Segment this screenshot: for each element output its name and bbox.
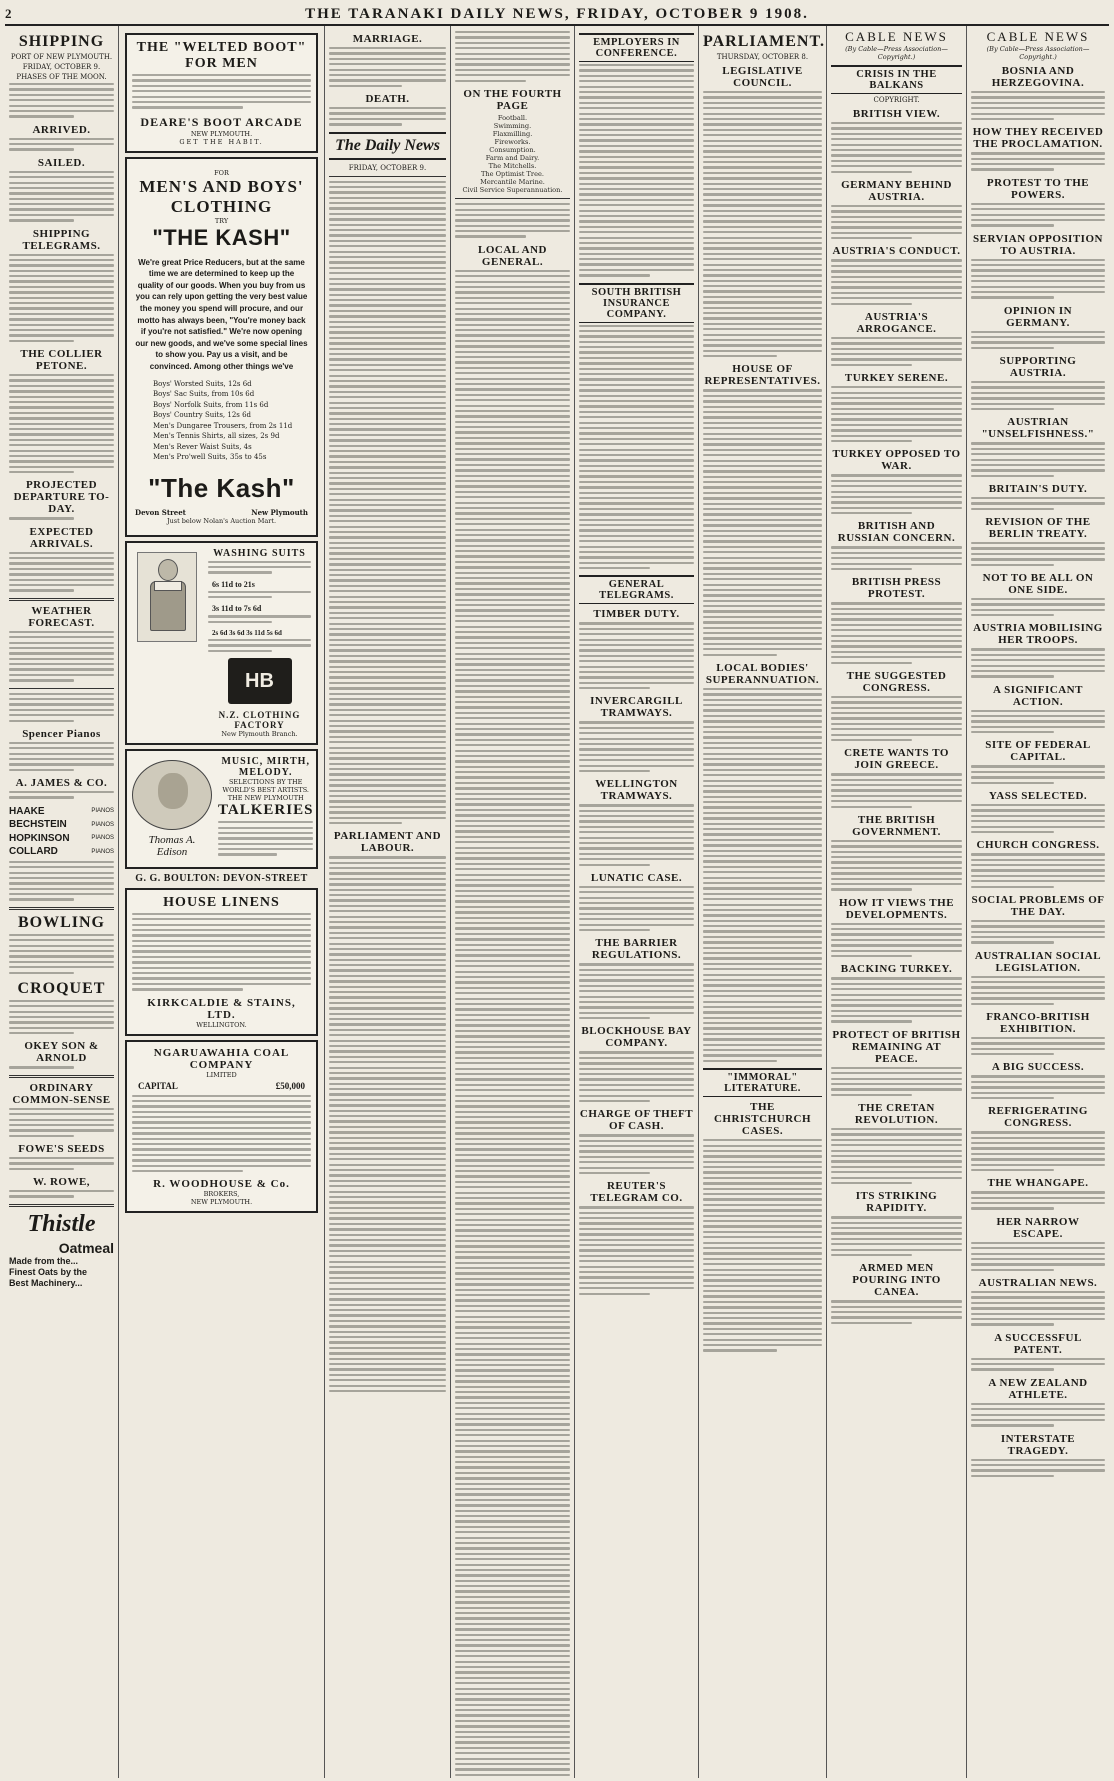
- cable-section-heading: TURKEY SERENE.: [844, 372, 949, 385]
- columns: [5, 26, 1109, 1778]
- cable-section-heading: BRITAIN'S DUTY.: [988, 482, 1088, 495]
- reuters-heading: REUTER'S TELEGRAM CO.: [590, 1180, 683, 1205]
- column-telegrams: [575, 26, 699, 1778]
- cable-section-heading: AUSTRIA'S CONDUCT.: [832, 245, 961, 258]
- cable-section-heading: SOCIAL PROBLEMS OF THE DAY.: [971, 893, 1105, 918]
- copyright-line: COPYRIGHT.: [873, 96, 920, 104]
- cable-section-heading: AUSTRIAN "UNSELFISHNESS.": [981, 416, 1095, 441]
- south-british-heading: SOUTH BRITISH INSURANCE COMPANY.: [579, 283, 694, 323]
- cable-section-heading: BOSNIA AND HERZEGOVINA.: [991, 65, 1085, 89]
- cable-sections: [971, 65, 1105, 1477]
- parliament-labour-heading: PARLIAMENT AND LABOUR.: [333, 830, 442, 855]
- agent-name: A. JAMES & CO.: [15, 777, 108, 790]
- cable-section-heading: HER NARROW ESCAPE.: [996, 1215, 1080, 1240]
- crisis-heading: CRISIS IN THE BALKANS: [831, 65, 962, 94]
- parliament-labour-body: [329, 856, 446, 1392]
- talkeries-ad: Thomas A. Edison MUSIC, MIRTH, MELODY. SELECTIONS BY THE WORLD'S BEST ARTISTS. THE NEW PLYMOUTH TALKERIES: [125, 749, 318, 869]
- washing-suits-ad: WASHING SUITS 6s 11d to 21s 3s 11d to 7s 6d 2s 6d 3s 6d 3s 11d 5s 6d HB N.Z. CLOTHING FACTORY New Plymouth Branch.: [125, 541, 318, 746]
- welted-boot-ad: THE "WELTED BOOT" FOR MEN DEARE'S BOOT ARCADE NEW PLYMOUTH. GET THE HABIT.: [125, 33, 318, 153]
- masthead: [5, 4, 1109, 26]
- cable-section-heading: NOT TO BE ALL ON ONE SIDE.: [982, 571, 1094, 596]
- column-parliament: [699, 26, 827, 1778]
- cable-section-heading: TURKEY OPPOSED TO WAR.: [832, 448, 961, 473]
- legislative-heading: LEGISLATIVE COUNCIL.: [722, 65, 803, 89]
- oatmeal-tagline: Made from the... Finest Oats by the Best Machinery...: [9, 1255, 88, 1289]
- day-line: FRIDAY, OCTOBER 9.: [22, 63, 101, 71]
- cable-section-heading: THE BRITISH GOVERNMENT.: [852, 813, 941, 838]
- timber-heading: TIMBER DUTY.: [593, 608, 680, 621]
- cable-section-heading: OPINION IN GERMANY.: [1003, 304, 1073, 329]
- arrived-heading: ARRIVED.: [32, 123, 91, 136]
- daily-news-banner: The Daily News: [329, 132, 446, 160]
- cable-section-heading: REFRIGERATING CONGRESS.: [988, 1105, 1088, 1130]
- column-local: [451, 26, 575, 1778]
- fowe-heading: FOWE'S SEEDS: [18, 1142, 105, 1155]
- house-heading: HOUSE OF REPRESENTATIVES.: [704, 363, 821, 388]
- editorial-date: FRIDAY, OCTOBER 9.: [348, 163, 427, 172]
- cable-subtitle: (By Cable—Press Association—Copyright.): [986, 45, 1090, 61]
- cable-section-heading: BRITISH AND RUSSIAN CONCERN.: [837, 520, 956, 545]
- christchurch-heading: THE CHRISTCHURCH CASES.: [713, 1101, 812, 1138]
- cable-section-heading: YASS SELECTED.: [988, 789, 1088, 802]
- editorial-body: [329, 181, 446, 825]
- cable-section-heading: REVISION OF THE BERLIN TREATY.: [985, 516, 1091, 541]
- shipping-heading: SHIPPING: [18, 33, 105, 50]
- cable-section-heading: A NEW ZEALAND ATHLETE.: [988, 1376, 1088, 1401]
- hb-logo: HB: [228, 658, 292, 704]
- house-linens-ad: HOUSE LINENS KIRKCALDIE & STAINS, LTD. WELLINGTON.: [125, 888, 318, 1036]
- blockhouse-heading: BLOCKHOUSE BAY COMPANY.: [581, 1025, 692, 1050]
- column-cable-news-2: [967, 26, 1109, 1778]
- parliament-heading: PARLIAMENT.: [703, 33, 825, 50]
- wellington-heading: WELLINGTON TRAMWAYS.: [595, 778, 678, 803]
- cable-section-heading: AUSTRIA'S ARROGANCE.: [856, 310, 937, 335]
- rowe-name: W. ROWE,: [32, 1176, 91, 1189]
- lunatic-heading: LUNATIC CASE.: [590, 871, 683, 884]
- cable-section-heading: CHURCH CONGRESS.: [976, 839, 1100, 852]
- moon-heading: PHASES OF THE MOON.: [16, 73, 107, 81]
- coal-company-ad: NGARUAWAHIA COAL COMPANY LIMITED CAPITAL £50,000 R. WOODHOUSE & Co. BROKERS, NEW PLYMOUTH.: [125, 1040, 318, 1214]
- cable-section-heading: A SUCCESSFUL PATENT.: [994, 1331, 1082, 1356]
- cable-section-heading: AUSTRALIAN SOCIAL LEGISLATION.: [974, 949, 1102, 974]
- cable-section-heading: THE WHANGAPE.: [987, 1177, 1089, 1190]
- croquet-heading: CROQUET: [17, 979, 106, 997]
- local-general-heading: LOCAL AND GENERAL.: [478, 243, 547, 268]
- boy-illustration: [137, 552, 197, 642]
- edison-signature: Thomas A. Edison: [148, 834, 196, 859]
- cable-section-heading: HOW THEY RECEIVED THE PROCLAMATION.: [972, 126, 1104, 151]
- departure-heading: PROJECTED DEPARTURE TO-DAY.: [13, 479, 110, 516]
- cable-news-title: CABLE NEWS: [845, 29, 948, 44]
- cable-section-heading: FRANCO-BRITISH EXHIBITION.: [986, 1010, 1090, 1035]
- column-cable-news-1: [827, 26, 967, 1778]
- newspaper-title: THE TARANAKI DAILY NEWS, FRIDAY, OCTOBER 9 1908.: [305, 5, 809, 22]
- general-telegrams-heading: GENERAL TELEGRAMS.: [579, 575, 694, 604]
- sailed-heading: SAILED.: [37, 156, 86, 169]
- oatmeal-label: Oatmeal: [58, 1239, 114, 1256]
- cable-section-heading: THE SUGGESTED CONGRESS.: [846, 669, 947, 694]
- telegrams-heading: SHIPPING TELEGRAMS.: [22, 227, 101, 252]
- expected-heading: EXPECTED ARRIVALS.: [29, 525, 94, 550]
- cable-section-heading: A BIG SUCCESS.: [991, 1061, 1085, 1074]
- employers-heading: EMPLOYERS IN CONFERENCE.: [579, 33, 694, 62]
- cable-section-heading: THE CRETAN REVOLUTION.: [854, 1102, 939, 1126]
- fourth-page-list: Football. Swimming. Flaxmilling. Fireworks. Consumption. Farm and Dairy. The Mitchells. The Optimist Tree. Mercantile Marine. Civil Service Superannuation.: [462, 113, 563, 195]
- cable-section-heading: INTERSTATE TRAGEDY.: [1000, 1432, 1076, 1457]
- collier-heading: THE COLLIER PETONE.: [20, 348, 103, 373]
- column-advertisements: [119, 26, 325, 1778]
- fourth-page-heading: ON THE FOURTH PAGE: [463, 87, 562, 112]
- marriage-heading: MARRIAGE.: [352, 33, 423, 45]
- parliament-date: THURSDAY, OCTOBER 8.: [716, 53, 809, 61]
- cable-section-heading: A SIGNIFICANT ACTION.: [993, 683, 1083, 708]
- cable-section-heading: CRETE WANTS TO JOIN GREECE.: [844, 747, 949, 772]
- piano-brand: HAAKE PIANOS: [9, 805, 114, 817]
- cable-section-heading: SERVIAN OPPOSITION TO AUSTRIA.: [973, 232, 1103, 257]
- cable-section-heading: HOW IT VIEWS THE DEVELOPMENTS.: [838, 896, 955, 921]
- cable-section-heading: ITS STRIKING RAPIDITY.: [855, 1190, 938, 1215]
- piano-brand: HOPKINSON PIANOS: [9, 832, 114, 844]
- boulton-line: G. G. BOULTON: DEVON-STREET: [135, 872, 308, 884]
- cable-section-heading: PROTECT OF BRITISH REMAINING AT PEACE.: [832, 1028, 961, 1065]
- cable-subtitle: (By Cable—Press Association—Copyright.): [845, 45, 948, 61]
- weather-heading: WEATHER FORECAST.: [28, 604, 95, 629]
- cable-section-heading: BRITISH VIEW.: [852, 108, 941, 120]
- column-shipping: [5, 26, 119, 1778]
- edison-portrait: [132, 760, 212, 830]
- cable-section-heading: SITE OF FEDERAL CAPITAL.: [985, 739, 1091, 764]
- thistle-brand: Thistle: [27, 1210, 96, 1237]
- cable-news-title: CABLE NEWS: [986, 29, 1090, 44]
- local-general-body: [455, 270, 570, 1778]
- superannuation-heading: LOCAL BODIES' SUPERANNUATION.: [705, 661, 820, 686]
- okey-heading: OKEY SON & ARNOLD: [24, 1040, 99, 1065]
- page-number: 2: [5, 6, 12, 21]
- kash-clothing-ad: FOR MEN'S AND BOYS' CLOTHING TRY "THE KASH" We're great Price Reducers, but at the same time we are determined to keep up the quality of our goods. When you buy from us you can rely upon getting the very best value the money you spend will procure, and our motto has always been, "You're money back if you're not satisfied." We're now opening our new goods, and we've some special lines to show you. Pay us a visit, and be convinced. Among other things we've Boys' Worsted Suits, 12s 6d Boys' Sac Suits, from 10s 6d Boys' Norfolk Suits, from 11s 6d Boys' Country Suits, 12s 6d Men's Dungaree Trousers, from 2s 11d Men's Tennis Shirts, all sizes, 2s 9d Men's Rever Waist Suits, 4s Men's Pro'well Suits, 35s to 45s "The Kash" Devon Street New Plymouth Just below Nolan's Auction Mart.: [125, 157, 318, 537]
- cable-section-heading: AUSTRALIAN NEWS.: [978, 1277, 1098, 1290]
- cable-section-heading: BACKING TURKEY.: [840, 963, 953, 976]
- cable-section-heading: ARMED MEN POURING INTO CANEA.: [852, 1262, 941, 1299]
- cable-section-heading: AUSTRIA MOBILISING HER TROOPS.: [973, 622, 1103, 647]
- immoral-heading: "IMMORAL" LITERATURE.: [703, 1068, 822, 1097]
- piano-brand: BECHSTEIN PIANOS: [9, 819, 114, 831]
- cable-section-heading: PROTEST TO THE POWERS.: [986, 176, 1090, 201]
- spencer-heading: Spencer Pianos: [22, 727, 101, 740]
- cable-section-heading: SUPPORTING AUSTRIA.: [999, 355, 1077, 380]
- piano-brand: COLLARD PIANOS: [9, 846, 114, 858]
- death-heading: DEATH.: [365, 93, 410, 106]
- invercargill-heading: INVERCARGILL TRAMWAYS.: [590, 695, 683, 720]
- cable-section-heading: BRITISH PRESS PROTEST.: [851, 576, 942, 601]
- ordinary-heading: ORDINARY COMMON-SENSE: [12, 1081, 111, 1106]
- bowling-heading: BOWLING: [17, 913, 105, 931]
- charge-heading: CHARGE OF THEFT OF CASH.: [579, 1108, 694, 1133]
- cable-sections: [831, 108, 962, 1324]
- port-line: PORT OF NEW PLYMOUTH.: [10, 53, 113, 61]
- barrier-heading: THE BARRIER REGULATIONS.: [591, 937, 682, 962]
- column-editorial: [325, 26, 451, 1778]
- cable-section-heading: GERMANY BEHIND AUSTRIA.: [841, 178, 952, 203]
- kash-item-list: Boys' Worsted Suits, 12s 6d Boys' Sac Suits, from 10s 6d Boys' Norfolk Suits, from 11s 6d Boys' Country Suits, 12s 6d Men's Dungaree Trousers, from 2s 11d Men's Tennis Shirts, all sizes, 2s 9d Men's Rever Waist Suits, 4s Men's Pro'well Suits, 35s to 45s: [153, 379, 293, 462]
